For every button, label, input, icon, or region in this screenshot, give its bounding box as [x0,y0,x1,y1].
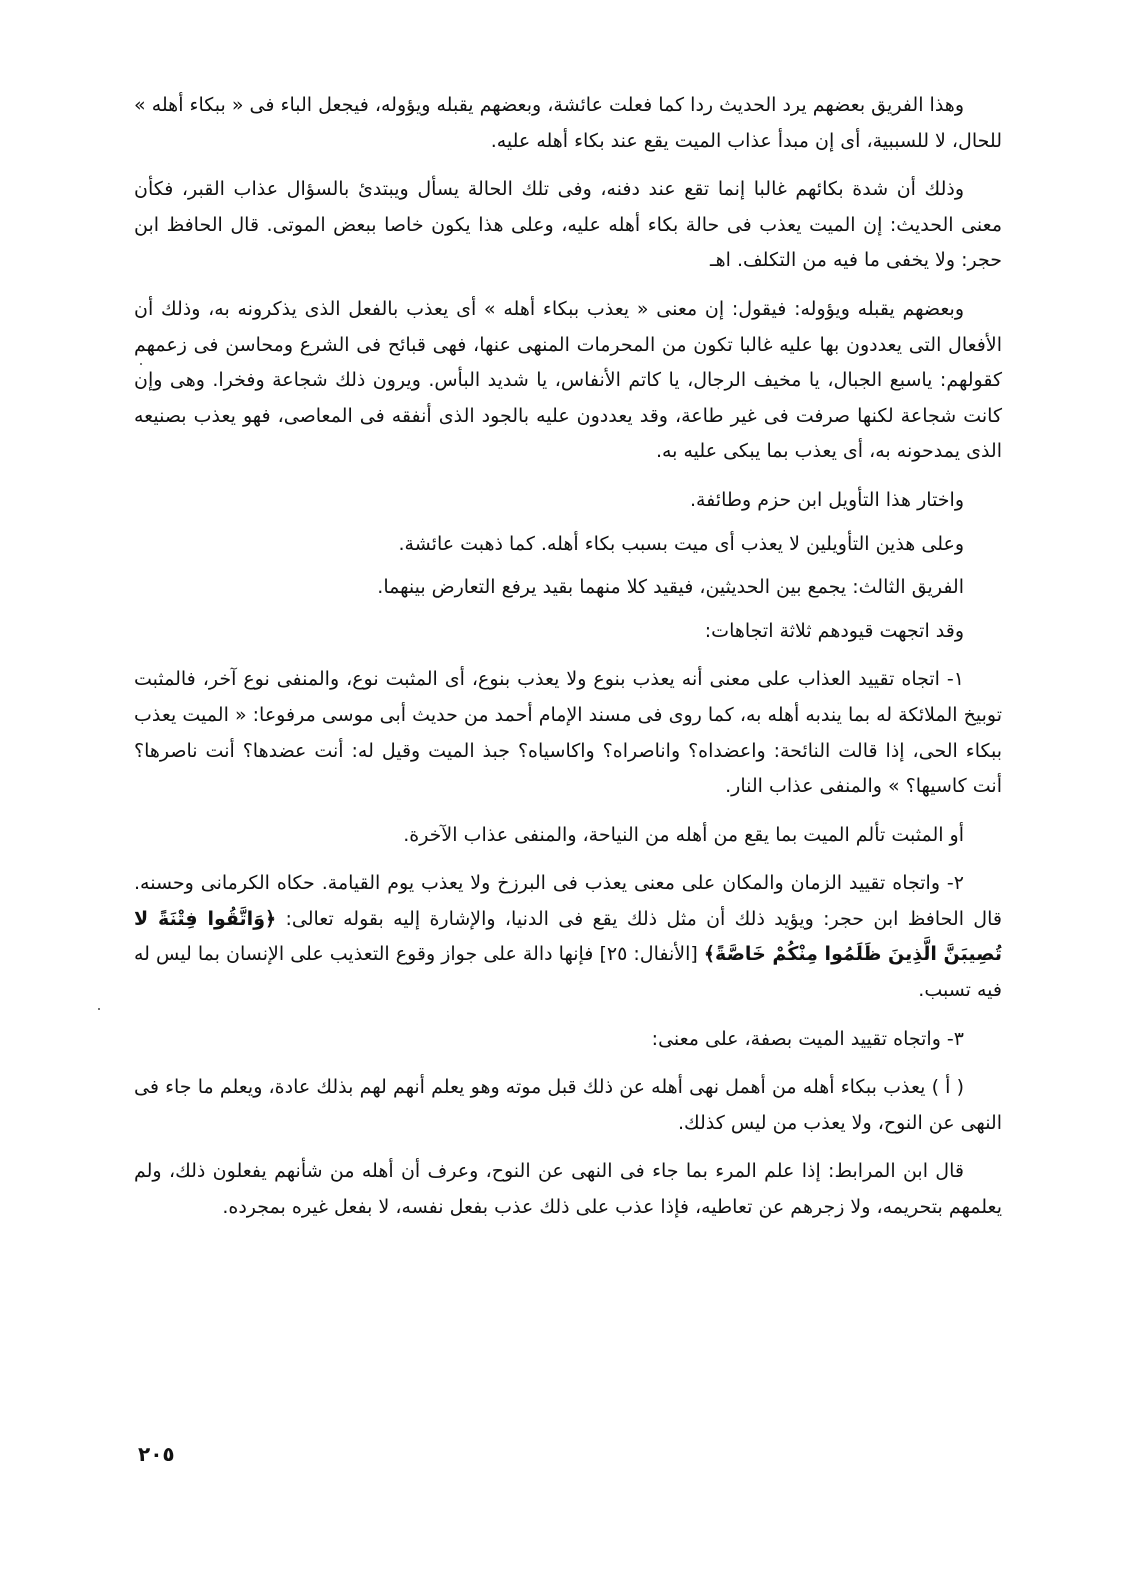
margin-dot [98,1008,100,1010]
page-number: ٢٠٥ [138,1442,175,1466]
quran-verse: ﴿وَاتَّقُوا فِتْنَةً لا تُصِيبَنَّ الَّذِينَ ظَلَمُوا مِنْكُمْ خَاصَّةً﴾ [134,907,1003,966]
paragraph-3: وبعضهم يقبله ويؤوله: فيقول: إن معنى « يعذب ببكاء أهله » أى يعذب بالفعل الذى يذكرونه به، وذلك أن الأفعال التى يعددون بها عليه غالبا تكون من المحرمات المنهى عنها، فهى قبائح فى الشرع ومحاسن فى زعمهم كقولهم: ياسبع الجبال، يا مخيف الرجال، يا كاتم الأنفاس، يا شديد البأس. ويرون ذلك شجاعة وفخرا. وهى وإن كانت شجاعة لكنها صرفت فى غير طاعة، وقد يعددون عليه بالجود الذى أنفقه فى المعاصى، فهو يعذب بصنيعه الذى يمدحونه به، أى يعذب بما يبكى عليه به. [134,297,1002,463]
paragraph-10 [134,866,1002,1008]
paragraph-10-intro: ٢- واتجاه تقييد الزمان والمكان على معنى يعذب فى البرزخ ولا يعذب يوم القيامة. حكاه الكرمانى وحسنه. قال الحافظ ابن حجر: ويؤيد ذلك أن مثل ذلك يقع فى الدنيا، والإشارة إليه بقوله تعالى: [134,872,1002,930]
margin-dot [140,363,142,365]
paragraph-10-outro: [الأنفال: ٢٥] فإنها دالة على جواز وقوع التعذيب على الإنسان بما ليس له فيه تسبب. [134,943,1002,1002]
paragraph-5: وعلى هذين التأويلين لا يعذب أى ميت بسبب بكاء أهله. كما ذهبت عائشة. [398,532,964,555]
paragraph-8: ١- اتجاه تقييد العذاب على معنى أنه يعذب بنوع ولا يعذب بنوع، أى المثبت نوع، والمنفى نوع آخر، فالمثبت توبيخ الملائكة له بما يندبه أهله به، كما روى فى مسند الإمام أحمد من حديث أبى موسى مرفوعا: « الميت يعذب ببكاء الحى، إذا قالت النائحة: واعضداه؟ واناصراه؟ واكاسياه؟ جبذ الميت وقيل له: أنت عضدها؟ أنت ناصرها؟ أنت كاسيها؟ » والمنفى عذاب النار. [134,668,1002,798]
paragraph-1: وهذا الفريق بعضهم يرد الحديث ردا كما فعلت عائشة، وبعضهم يقبله ويؤوله، فيجعل الباء فى « ببكاء أهله » للحال، لا للسببية، أى إن مبدأ عذاب الميت يقع عند بكاء أهله عليه. [134,94,1002,152]
paragraph-12: ( أ ) يعذب ببكاء أهله من أهمل نهى أهله عن ذلك قبل موته وهو يعلم أنهم لهم بذلك عادة، ويعلم ما جاء فى النهى عن النوح، ولا يعذب من ليس كذلك. [134,1076,1002,1134]
paragraph-13: قال ابن المرابط: إذا علم المرء بما جاء فى النهى عن النوح، وعرف أن أهله من شأنهم يفعلون ذلك، ولم يعلمهم بتحريمه، ولا زجرهم عن تعاطيه، فإذا عذب على ذلك عذب بفعل نفسه، لا بفعل غيره بمجرده. [134,1160,1002,1219]
paragraph-9: أو المثبت تألم الميت بما يقع من أهله من النياحة، والمنفى عذاب الآخرة. [403,823,964,846]
paragraph-7: وقد اتجهت قيودهم ثلاثة اتجاهات: [704,619,964,642]
body-text [134,88,1002,1239]
paragraph-6: الفريق الثالث: يجمع بين الحديثين، فيقيد كلا منهما بقيد يرفع التعارض بينهما. [377,576,964,599]
paragraph-11: ٣- واتجاه تقييد الميت بصفة، على معنى: [651,1027,964,1050]
paragraph-4: واختار هذا التأويل ابن حزم وطائفة. [689,488,964,511]
paragraph-2: وذلك أن شدة بكائهم غالبا إنما تقع عند دفنه، وفى تلك الحالة يسأل ويبتدئ بالسؤال عذاب القبر، فكأن معنى الحديث: إن الميت يعذب فى حالة بكاء أهله عليه، وعلى هذا يكون خاصا ببعض الموتى. قال الحافظ ابن حجر: ولا يخفى ما فيه من التكلف. اهـ [134,178,1002,272]
